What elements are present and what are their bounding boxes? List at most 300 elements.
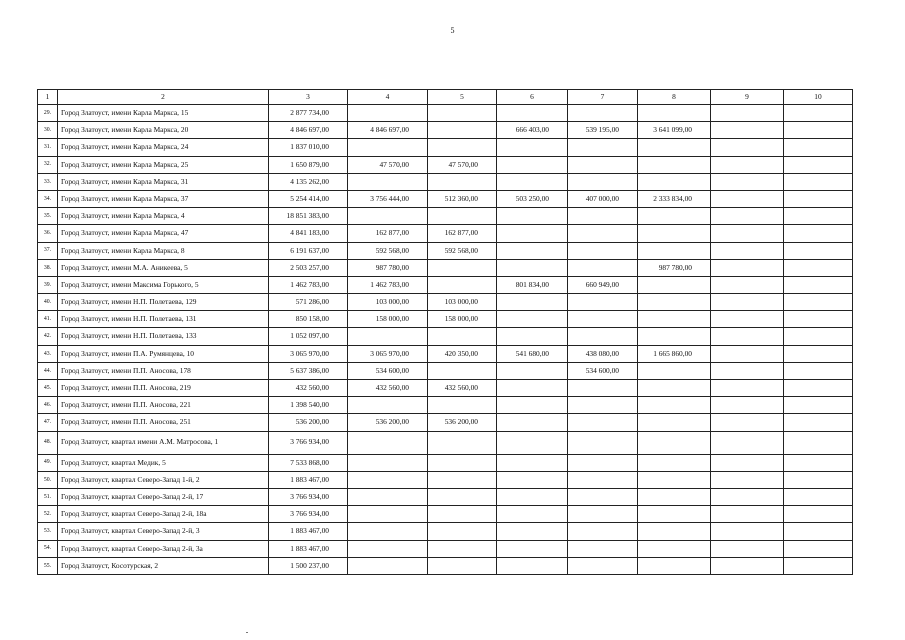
- amount-cell-col-9: [711, 190, 784, 207]
- amount-cell-col-4: 103 000,00: [348, 294, 428, 311]
- table-row: [38, 242, 853, 259]
- amount-cell-col-7: 438 080,00: [568, 345, 638, 362]
- amount-cell-col-10: [784, 259, 853, 276]
- amount-cell-col-10: [784, 294, 853, 311]
- amount-cell-col-8: [638, 557, 711, 574]
- amount-cell-col-5: [428, 431, 497, 454]
- scan-speck: [246, 632, 248, 633]
- amount-cell-col-5: [428, 105, 497, 122]
- amount-cell-col-6: [497, 488, 568, 505]
- amount-cell-col-7: [568, 242, 638, 259]
- amount-cell-col-3: 3 766 934,00: [269, 431, 348, 454]
- amount-cell-col-3: 1 052 097,00: [269, 328, 348, 345]
- amount-cell-col-9: [711, 414, 784, 431]
- amount-cell-col-6: [497, 540, 568, 557]
- address-cell: Город Златоуст, имени П.П. Аносова, 219: [58, 380, 269, 397]
- row-number-cell: 45.: [38, 380, 58, 397]
- row-number-cell: 47.: [38, 414, 58, 431]
- amount-cell-col-4: 47 570,00: [348, 156, 428, 173]
- amount-cell-col-5: [428, 454, 497, 471]
- amount-cell-col-9: [711, 225, 784, 242]
- amount-cell-col-5: [428, 523, 497, 540]
- amount-cell-col-8: [638, 414, 711, 431]
- table-row: [38, 139, 853, 156]
- amount-cell-col-5: [428, 362, 497, 379]
- address-cell: Город Златоуст, квартал Медик, 5: [58, 454, 269, 471]
- address-cell: Город Златоуст, имени П.А. Румянцева, 10: [58, 345, 269, 362]
- amount-cell-col-3: 5 254 414,00: [269, 190, 348, 207]
- column-header-1: 1: [38, 90, 58, 105]
- column-header-5: 5: [428, 90, 497, 105]
- amount-cell-col-6: [497, 454, 568, 471]
- header-row: [38, 90, 853, 105]
- amount-cell-col-5: 536 200,00: [428, 414, 497, 431]
- amount-cell-col-9: [711, 311, 784, 328]
- row-number-cell: 29.: [38, 105, 58, 122]
- amount-cell-col-6: [497, 380, 568, 397]
- amount-cell-col-3: 1 883 467,00: [269, 471, 348, 488]
- table-row: [38, 156, 853, 173]
- amount-cell-col-4: 3 065 970,00: [348, 345, 428, 362]
- amount-cell-col-4: [348, 557, 428, 574]
- amount-cell-col-9: [711, 488, 784, 505]
- amount-cell-col-8: 1 665 860,00: [638, 345, 711, 362]
- amount-cell-col-4: [348, 208, 428, 225]
- row-number-cell: 49.: [38, 454, 58, 471]
- address-cell: Город Златоуст, имени Карла Маркса, 24: [58, 139, 269, 156]
- amount-cell-col-8: [638, 471, 711, 488]
- row-number-cell: 32.: [38, 156, 58, 173]
- amount-cell-col-5: 158 000,00: [428, 311, 497, 328]
- amount-cell-col-4: [348, 454, 428, 471]
- table-row: [38, 557, 853, 574]
- amount-cell-col-3: 850 158,00: [269, 311, 348, 328]
- amount-cell-col-9: [711, 557, 784, 574]
- amount-cell-col-5: [428, 139, 497, 156]
- table-row: [38, 362, 853, 379]
- amount-cell-col-4: [348, 397, 428, 414]
- table-row: [38, 208, 853, 225]
- amount-cell-col-5: 103 000,00: [428, 294, 497, 311]
- amount-cell-col-9: [711, 105, 784, 122]
- amount-cell-col-3: 1 650 879,00: [269, 156, 348, 173]
- amount-cell-col-8: [638, 276, 711, 293]
- row-number-cell: 52.: [38, 506, 58, 523]
- row-number-cell: 31.: [38, 139, 58, 156]
- amount-cell-col-7: 534 600,00: [568, 362, 638, 379]
- table-row: [38, 276, 853, 293]
- amount-cell-col-7: [568, 506, 638, 523]
- amount-cell-col-8: [638, 454, 711, 471]
- amount-cell-col-4: 158 000,00: [348, 311, 428, 328]
- address-cell: Город Златоуст, имени Карла Маркса, 8: [58, 242, 269, 259]
- amount-cell-col-8: 987 780,00: [638, 259, 711, 276]
- table-row: [38, 173, 853, 190]
- amount-cell-col-6: [497, 328, 568, 345]
- amount-cell-col-3: 6 191 637,00: [269, 242, 348, 259]
- table-row: [38, 540, 853, 557]
- table-row: [38, 122, 853, 139]
- amount-cell-col-7: [568, 557, 638, 574]
- amount-cell-col-10: [784, 471, 853, 488]
- amount-cell-col-9: [711, 173, 784, 190]
- amount-cell-col-3: 2 503 257,00: [269, 259, 348, 276]
- row-number-cell: 48.: [38, 431, 58, 454]
- amount-cell-col-3: 3 766 934,00: [269, 506, 348, 523]
- amount-cell-col-3: 1 500 237,00: [269, 557, 348, 574]
- amount-cell-col-9: [711, 139, 784, 156]
- amount-cell-col-9: [711, 506, 784, 523]
- amount-cell-col-8: [638, 380, 711, 397]
- amount-cell-col-5: 162 877,00: [428, 225, 497, 242]
- table-row: [38, 328, 853, 345]
- row-number-cell: 40.: [38, 294, 58, 311]
- amount-cell-col-9: [711, 276, 784, 293]
- column-header-3: 3: [269, 90, 348, 105]
- amount-cell-col-4: [348, 173, 428, 190]
- address-cell: Город Златоуст, имени П.П. Аносова, 251: [58, 414, 269, 431]
- amount-cell-col-7: [568, 488, 638, 505]
- amount-cell-col-4: [348, 139, 428, 156]
- amount-cell-col-8: [638, 540, 711, 557]
- amount-cell-col-4: 592 568,00: [348, 242, 428, 259]
- amount-cell-col-4: 536 200,00: [348, 414, 428, 431]
- amount-cell-col-9: [711, 380, 784, 397]
- amount-cell-col-7: [568, 294, 638, 311]
- amount-cell-col-6: [497, 557, 568, 574]
- amount-cell-col-4: [348, 488, 428, 505]
- amount-cell-col-3: 3 065 970,00: [269, 345, 348, 362]
- amount-cell-col-3: 1 398 540,00: [269, 397, 348, 414]
- amount-cell-col-5: [428, 471, 497, 488]
- amount-cell-col-8: [638, 506, 711, 523]
- row-number-cell: 46.: [38, 397, 58, 414]
- address-cell: Город Златоуст, имени Карла Маркса, 25: [58, 156, 269, 173]
- amount-cell-col-10: [784, 523, 853, 540]
- amount-cell-col-10: [784, 362, 853, 379]
- amount-cell-col-6: [497, 259, 568, 276]
- amount-cell-col-7: [568, 471, 638, 488]
- amount-cell-col-10: [784, 242, 853, 259]
- amount-cell-col-5: [428, 276, 497, 293]
- column-header-10: 10: [784, 90, 853, 105]
- amount-cell-col-10: [784, 311, 853, 328]
- amount-cell-col-6: 666 403,00: [497, 122, 568, 139]
- amount-cell-col-5: [428, 540, 497, 557]
- amount-cell-col-9: [711, 471, 784, 488]
- table-row: [38, 431, 853, 454]
- row-number-cell: 51.: [38, 488, 58, 505]
- address-cell: Город Златоуст, квартал Северо-Запад 1-й, 2: [58, 471, 269, 488]
- amount-cell-col-4: [348, 431, 428, 454]
- amount-cell-col-8: [638, 523, 711, 540]
- amount-cell-col-6: [497, 208, 568, 225]
- column-header-4: 4: [348, 90, 428, 105]
- row-number-cell: 44.: [38, 362, 58, 379]
- amount-cell-col-3: 1 883 467,00: [269, 523, 348, 540]
- amount-cell-col-6: [497, 311, 568, 328]
- row-number-cell: 36.: [38, 225, 58, 242]
- amount-cell-col-7: [568, 328, 638, 345]
- amount-cell-col-10: [784, 414, 853, 431]
- address-cell: Город Златоуст, квартал Северо-Запад 2-й, 3: [58, 523, 269, 540]
- table-row: [38, 471, 853, 488]
- amount-cell-col-6: [497, 397, 568, 414]
- amount-cell-col-5: 47 570,00: [428, 156, 497, 173]
- amount-cell-col-10: [784, 488, 853, 505]
- amount-cell-col-7: 660 949,00: [568, 276, 638, 293]
- amount-cell-col-3: 18 851 383,00: [269, 208, 348, 225]
- amount-cell-col-4: [348, 328, 428, 345]
- amount-cell-col-3: 5 637 386,00: [269, 362, 348, 379]
- amount-cell-col-5: [428, 173, 497, 190]
- table-row: [38, 345, 853, 362]
- row-number-cell: 39.: [38, 276, 58, 293]
- amount-cell-col-5: [428, 259, 497, 276]
- table-row: [38, 259, 853, 276]
- amount-cell-col-10: [784, 540, 853, 557]
- amount-cell-col-6: [497, 139, 568, 156]
- amount-cell-col-3: 1 837 010,00: [269, 139, 348, 156]
- row-number-cell: 41.: [38, 311, 58, 328]
- amount-cell-col-4: 1 462 783,00: [348, 276, 428, 293]
- amount-cell-col-8: [638, 105, 711, 122]
- amount-cell-col-10: [784, 345, 853, 362]
- column-header-6: 6: [497, 90, 568, 105]
- amount-cell-col-8: [638, 242, 711, 259]
- amount-cell-col-3: 432 560,00: [269, 380, 348, 397]
- amount-cell-col-10: [784, 190, 853, 207]
- amount-cell-col-9: [711, 328, 784, 345]
- amount-cell-col-5: [428, 122, 497, 139]
- amount-cell-col-10: [784, 208, 853, 225]
- amount-cell-col-3: 4 135 262,00: [269, 173, 348, 190]
- amount-cell-col-6: [497, 523, 568, 540]
- amount-cell-col-7: [568, 431, 638, 454]
- amount-cell-col-3: 4 841 183,00: [269, 225, 348, 242]
- address-cell: Город Златоуст, имени Карла Маркса, 20: [58, 122, 269, 139]
- address-cell: Город Златоуст, имени Карла Маркса, 47: [58, 225, 269, 242]
- column-header-9: 9: [711, 90, 784, 105]
- row-number-cell: 38.: [38, 259, 58, 276]
- amount-cell-col-8: [638, 488, 711, 505]
- amount-cell-col-5: 512 360,00: [428, 190, 497, 207]
- amount-cell-col-6: 503 250,00: [497, 190, 568, 207]
- amount-cell-col-9: [711, 345, 784, 362]
- amount-cell-col-7: [568, 156, 638, 173]
- table-row: [38, 506, 853, 523]
- amount-cell-col-7: [568, 173, 638, 190]
- address-cell: Город Златоуст, имени Карла Маркса, 4: [58, 208, 269, 225]
- address-cell: Город Златоуст, имени Н.П. Полетаева, 129: [58, 294, 269, 311]
- amount-cell-col-9: [711, 122, 784, 139]
- amount-cell-col-5: [428, 328, 497, 345]
- table-row: [38, 311, 853, 328]
- amount-cell-col-6: [497, 362, 568, 379]
- amount-cell-col-10: [784, 397, 853, 414]
- address-cell: Город Златоуст, квартал Северо-Запад 2-й, 17: [58, 488, 269, 505]
- row-number-cell: 37.: [38, 242, 58, 259]
- page-number: 5: [450, 26, 455, 35]
- row-number-cell: 34.: [38, 190, 58, 207]
- amount-cell-col-6: [497, 225, 568, 242]
- address-cell: Город Златоуст, квартал Северо-Запад 2-й, 18а: [58, 506, 269, 523]
- amount-cell-col-6: [497, 242, 568, 259]
- amount-cell-col-9: [711, 294, 784, 311]
- amount-cell-col-4: 4 846 697,00: [348, 122, 428, 139]
- amount-cell-col-5: 420 350,00: [428, 345, 497, 362]
- amount-cell-col-8: [638, 208, 711, 225]
- amount-cell-col-5: 432 560,00: [428, 380, 497, 397]
- amount-cell-col-10: [784, 454, 853, 471]
- amount-cell-col-8: [638, 431, 711, 454]
- address-cell: Город Златоуст, квартал Северо-Запад 2-й, 3а: [58, 540, 269, 557]
- amount-cell-col-6: [497, 156, 568, 173]
- amount-cell-col-9: [711, 259, 784, 276]
- address-cell: Город Златоуст, Косотурская, 2: [58, 557, 269, 574]
- row-number-cell: 54.: [38, 540, 58, 557]
- amount-cell-col-7: [568, 105, 638, 122]
- address-cell: Город Златоуст, имени Н.П. Полетаева, 133: [58, 328, 269, 345]
- amount-cell-col-5: [428, 397, 497, 414]
- address-cell: Город Златоуст, имени П.П. Аносова, 221: [58, 397, 269, 414]
- amount-cell-col-9: [711, 156, 784, 173]
- amount-cell-col-3: 7 533 868,00: [269, 454, 348, 471]
- amount-cell-col-7: [568, 208, 638, 225]
- amount-cell-col-4: 3 756 444,00: [348, 190, 428, 207]
- amount-cell-col-8: [638, 156, 711, 173]
- amount-cell-col-3: 3 766 934,00: [269, 488, 348, 505]
- column-header-7: 7: [568, 90, 638, 105]
- table-row: [38, 294, 853, 311]
- amount-cell-col-4: 987 780,00: [348, 259, 428, 276]
- amount-cell-col-7: [568, 225, 638, 242]
- amount-cell-col-7: [568, 454, 638, 471]
- amount-cell-col-7: [568, 414, 638, 431]
- amount-cell-col-8: [638, 328, 711, 345]
- address-cell: Город Златоуст, имени М.А. Аникеева, 5: [58, 259, 269, 276]
- amount-cell-col-7: 407 000,00: [568, 190, 638, 207]
- amount-cell-col-4: [348, 471, 428, 488]
- row-number-cell: 43.: [38, 345, 58, 362]
- amount-cell-col-10: [784, 105, 853, 122]
- amount-cell-col-3: 571 286,00: [269, 294, 348, 311]
- row-number-cell: 50.: [38, 471, 58, 488]
- amount-cell-col-6: [497, 105, 568, 122]
- table-row: [38, 380, 853, 397]
- amount-cell-col-6: [497, 506, 568, 523]
- amount-cell-col-5: [428, 506, 497, 523]
- address-cell: Город Златоуст, имени Н.П. Полетаева, 131: [58, 311, 269, 328]
- table-row: [38, 225, 853, 242]
- table-row: [38, 414, 853, 431]
- amount-cell-col-10: [784, 156, 853, 173]
- amount-cell-col-8: [638, 311, 711, 328]
- amount-cell-col-9: [711, 242, 784, 259]
- table-row: [38, 397, 853, 414]
- table-row: [38, 488, 853, 505]
- row-number-cell: 33.: [38, 173, 58, 190]
- amount-cell-col-8: [638, 225, 711, 242]
- address-cell: Город Златоуст, квартал имени А.М. Матросова, 1: [58, 431, 269, 454]
- amount-cell-col-10: [784, 173, 853, 190]
- amount-cell-col-8: [638, 397, 711, 414]
- amount-cell-col-9: [711, 362, 784, 379]
- amount-cell-col-7: [568, 259, 638, 276]
- amount-cell-col-8: [638, 139, 711, 156]
- amount-cell-col-10: [784, 276, 853, 293]
- amount-cell-col-8: 2 333 834,00: [638, 190, 711, 207]
- amount-cell-col-9: [711, 523, 784, 540]
- address-cell: Город Златоуст, имени Карла Маркса, 15: [58, 105, 269, 122]
- column-header-2: 2: [58, 90, 269, 105]
- amount-cell-col-4: 432 560,00: [348, 380, 428, 397]
- amount-cell-col-4: [348, 105, 428, 122]
- row-number-cell: 30.: [38, 122, 58, 139]
- amount-cell-col-4: 534 600,00: [348, 362, 428, 379]
- amount-cell-col-4: [348, 523, 428, 540]
- amount-cell-col-6: [497, 431, 568, 454]
- amount-cell-col-7: [568, 397, 638, 414]
- amount-cell-col-8: [638, 362, 711, 379]
- amount-cell-col-3: 536 200,00: [269, 414, 348, 431]
- amount-cell-col-8: [638, 173, 711, 190]
- row-number-cell: 35.: [38, 208, 58, 225]
- amount-cell-col-6: [497, 414, 568, 431]
- address-cell: Город Златоуст, имени Карла Маркса, 31: [58, 173, 269, 190]
- amount-cell-col-10: [784, 380, 853, 397]
- amount-cell-col-7: [568, 380, 638, 397]
- amount-cell-col-4: 162 877,00: [348, 225, 428, 242]
- amount-cell-col-5: [428, 488, 497, 505]
- amount-cell-col-9: [711, 431, 784, 454]
- amount-cell-col-7: [568, 139, 638, 156]
- row-number-cell: 55.: [38, 557, 58, 574]
- amount-cell-col-7: [568, 311, 638, 328]
- amount-cell-col-5: [428, 208, 497, 225]
- amount-cell-col-9: [711, 397, 784, 414]
- amount-cell-col-7: 539 195,00: [568, 122, 638, 139]
- table-row: [38, 190, 853, 207]
- amount-cell-col-6: [497, 294, 568, 311]
- address-cell: Город Златоуст, имени Карла Маркса, 37: [58, 190, 269, 207]
- amount-cell-col-6: [497, 471, 568, 488]
- amount-cell-col-3: 2 877 734,00: [269, 105, 348, 122]
- amount-cell-col-3: 1 883 467,00: [269, 540, 348, 557]
- amount-cell-col-10: [784, 122, 853, 139]
- amount-cell-col-10: [784, 328, 853, 345]
- amount-cell-col-4: [348, 540, 428, 557]
- amount-cell-col-10: [784, 431, 853, 454]
- amount-cell-col-6: 541 680,00: [497, 345, 568, 362]
- row-number-cell: 42.: [38, 328, 58, 345]
- amount-cell-col-7: [568, 523, 638, 540]
- amount-cell-col-10: [784, 557, 853, 574]
- amount-cell-col-4: [348, 506, 428, 523]
- amount-cell-col-10: [784, 139, 853, 156]
- table-row: [38, 454, 853, 471]
- table-row: [38, 523, 853, 540]
- amount-cell-col-6: [497, 173, 568, 190]
- row-number-cell: 53.: [38, 523, 58, 540]
- amount-cell-col-7: [568, 540, 638, 557]
- address-cell: Город Златоуст, имени П.П. Аносова, 178: [58, 362, 269, 379]
- register-table: [37, 89, 853, 575]
- amount-cell-col-3: 1 462 783,00: [269, 276, 348, 293]
- amount-cell-col-8: 3 641 099,00: [638, 122, 711, 139]
- amount-cell-col-6: 801 834,00: [497, 276, 568, 293]
- amount-cell-col-9: [711, 454, 784, 471]
